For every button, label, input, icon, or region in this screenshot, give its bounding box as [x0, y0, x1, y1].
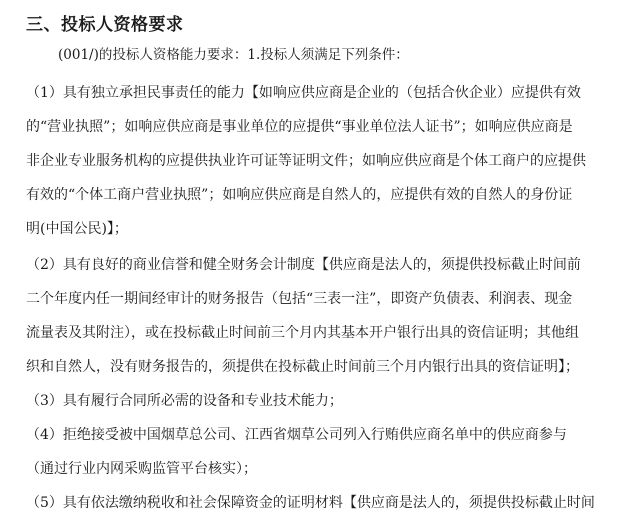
- requirement-4-line-1: （4）拒绝接受被中国烟草总公司、江西省烟草公司列入行贿供应商名单中的供应商参与: [26, 427, 567, 443]
- intro-line: (001/)的投标人资格能力要求：1.投标人须满足下列条件：: [58, 47, 409, 63]
- requirement-5-line-1: （5）具有依法缴纳税收和社会保障资金的证明材料【供应商是法人的，须提供投标截止时间: [26, 495, 595, 511]
- section-heading: 三、投标人资格要求: [26, 15, 184, 35]
- requirement-2-line-4: 织和自然人，没有财务报告的，须提供在投标截止时间前三个月内银行出具的资信证明】；: [26, 359, 579, 375]
- requirement-2-line-2: 二个年度内任一期间经审计的财务报告（包括“三表一注”，即资产负债表、利润表、现金: [26, 291, 573, 307]
- requirement-2-line-1: （2）具有良好的商业信誉和健全财务会计制度【供应商是法人的，须提供投标截止时间前: [26, 257, 581, 273]
- requirement-1-line-4: 有效的“个体工商户营业执照”；如响应供应商是自然人的，应提供有效的自然人的身份证: [26, 187, 573, 203]
- requirement-1-line-1: （1）具有独立承担民事责任的能力【如响应供应商是企业的（包括合伙企业）应提供有效: [26, 85, 581, 101]
- requirement-2-line-3: 流量表及其附注），或在投标截止时间前三个月内其基本开户银行出具的资信证明；其他组: [26, 325, 579, 341]
- requirement-1-line-2: 的“营业执照”；如响应供应商是事业单位的应提供“事业单位法人证书”；如响应供应商是: [26, 119, 573, 135]
- requirement-1-line-3: 非企业专业服务机构的应提供执业许可证等证明文件；如响应供应商是个体工商户的应提供: [26, 153, 586, 169]
- requirement-4-line-2: （通过行业内网采购监管平台核实）；: [26, 461, 257, 477]
- requirement-1-line-5: 明(中国公民)】；: [26, 221, 128, 237]
- requirement-3-line-1: （3）具有履行合同所必需的设备和专业技术能力；: [26, 393, 343, 409]
